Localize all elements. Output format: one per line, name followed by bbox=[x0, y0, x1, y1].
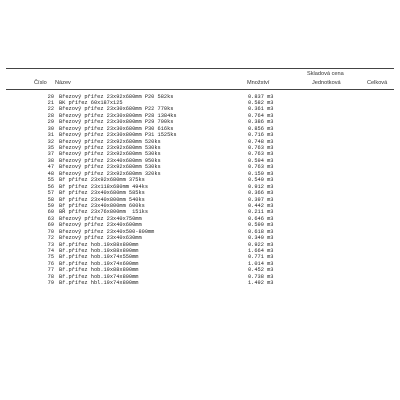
inventory-table-body bbox=[0, 94, 400, 287]
row-quantity: 0.837 m3 bbox=[248, 93, 274, 100]
row-name: Bř přířez 23x40x800mm 600ks bbox=[59, 202, 145, 209]
row-number: 22 bbox=[47, 106, 54, 113]
row-number: 37 bbox=[47, 151, 54, 158]
row-quantity: 0.738 m3 bbox=[248, 273, 274, 280]
row-name: Bř.přířez hob.19x88x800mm bbox=[59, 241, 139, 248]
row-quantity: 0.366 m3 bbox=[248, 190, 274, 197]
row-name: Březový přířez 23x40x750mm bbox=[59, 215, 142, 222]
row-name: Bř přířez 23x40x800mm 540ks bbox=[59, 196, 145, 203]
row-quantity: 0.150 m3 bbox=[248, 170, 274, 177]
row-number: 60 bbox=[47, 209, 54, 216]
row-quantity: 0.771 m3 bbox=[248, 254, 274, 261]
header-bottom-rule bbox=[6, 89, 394, 90]
row-number: 77 bbox=[47, 267, 54, 274]
row-number: 30 bbox=[47, 125, 54, 132]
row-name: Bř.přířez hob.19x88x800mm bbox=[59, 267, 139, 274]
row-quantity: 0.442 m3 bbox=[248, 202, 274, 209]
row-name: Bř přířez 23x92x680mm 375ks bbox=[59, 177, 145, 184]
row-quantity: 0.340 m3 bbox=[248, 235, 274, 242]
row-quantity: 0.590 m3 bbox=[248, 222, 274, 229]
row-number: 56 bbox=[47, 183, 54, 190]
row-quantity: 0.594 m3 bbox=[248, 157, 274, 164]
row-quantity: 0.361 m3 bbox=[248, 106, 274, 113]
row-number: 79 bbox=[47, 280, 54, 287]
row-number: 31 bbox=[47, 132, 54, 139]
row-name: Březový přířez 23x40x680mm 950ks bbox=[59, 157, 161, 164]
row-name: Březový přířez 23x30x800mm P31 1525ks bbox=[59, 132, 177, 139]
row-number: 63 bbox=[47, 215, 54, 222]
row-quantity: 0.748 m3 bbox=[248, 138, 274, 145]
column-header-cislo: Číslo bbox=[34, 79, 47, 86]
row-quantity: 1.492 m3 bbox=[248, 280, 274, 287]
row-quantity: 0.386 m3 bbox=[248, 119, 274, 126]
row-name: BK přířez 60x187x125 bbox=[59, 99, 123, 106]
header-top-rule bbox=[6, 68, 394, 69]
row-quantity: 0.764 m3 bbox=[248, 112, 274, 119]
row-name: Bř.přířez hob.19x74x600mm bbox=[59, 260, 139, 267]
row-number: 28 bbox=[47, 112, 54, 119]
column-header-jednotkova: Jednotková bbox=[312, 79, 341, 86]
row-number: 48 bbox=[47, 170, 54, 177]
row-quantity: 0.912 m3 bbox=[248, 183, 274, 190]
row-quantity: 0.540 m3 bbox=[248, 177, 274, 184]
row-name: Březový přířez 23x30x680mm P30 616ks bbox=[59, 125, 174, 132]
row-number: 57 bbox=[47, 190, 54, 197]
row-name: Bř přířez 23x118x680mm 494ks bbox=[59, 183, 149, 190]
row-quantity: 0.856 m3 bbox=[248, 125, 274, 132]
row-quantity: 0.646 m3 bbox=[248, 215, 274, 222]
column-header-celkova: Celková bbox=[367, 79, 388, 86]
row-quantity: 0.452 m3 bbox=[248, 267, 274, 274]
row-name: Bř.přířez hbl.19x74x800mm bbox=[59, 280, 139, 287]
row-name: Bř přířez 23x40x680mm 585ks bbox=[59, 190, 145, 197]
row-number: 47 bbox=[47, 164, 54, 171]
row-quantity: 0.211 m3 bbox=[248, 209, 274, 216]
row-number: 38 bbox=[47, 157, 54, 164]
row-name: Březový přířez 23x40x630mm bbox=[59, 235, 142, 242]
row-number: 21 bbox=[47, 99, 54, 106]
row-number: 78 bbox=[47, 273, 54, 280]
row-number: 20 bbox=[47, 93, 54, 100]
row-number: 70 bbox=[47, 228, 54, 235]
column-header-mnozstvi: Množství bbox=[247, 79, 270, 86]
row-name: Březový přířez 23x40x600mm bbox=[59, 222, 142, 229]
row-number: 35 bbox=[47, 145, 54, 151]
row-number: 55 bbox=[47, 177, 54, 184]
row-number: 74 bbox=[47, 248, 54, 254]
column-group-label-skladova-cena: Skladová cena bbox=[307, 71, 344, 77]
row-quantity: 0.397 m3 bbox=[248, 196, 274, 203]
row-quantity: 0.582 m3 bbox=[248, 99, 274, 106]
row-name: Březový přířez 23x92x680mm 320ks bbox=[59, 170, 161, 177]
row-name: Březový přířez 23x92x680mm 530ks bbox=[59, 164, 161, 171]
row-number: 58 bbox=[47, 196, 54, 203]
row-number: 32 bbox=[47, 138, 54, 145]
row-quantity: 1.014 m3 bbox=[248, 260, 274, 267]
row-quantity: 0.763 m3 bbox=[248, 164, 274, 171]
row-number: 69 bbox=[47, 222, 54, 229]
row-quantity: 0.618 m3 bbox=[248, 228, 274, 235]
row-name: Březový přířez 23x92x680mm 530ks bbox=[59, 151, 161, 158]
table-row bbox=[0, 280, 400, 286]
row-quantity: 1.664 m3 bbox=[248, 248, 274, 254]
row-quantity: 0.763 m3 bbox=[248, 145, 274, 151]
row-name: Březový přířez 23x92x680mm 530ks bbox=[59, 145, 161, 151]
row-number: 29 bbox=[47, 119, 54, 126]
row-name: Bř.přířez hob.19x88x800mm bbox=[59, 248, 139, 254]
row-name: Březový přířez 23x30x680mm P22 770ks bbox=[59, 106, 174, 113]
row-name: Bř.přířez hob.19x74x550mm bbox=[59, 254, 139, 261]
row-number: 76 bbox=[47, 260, 54, 267]
column-header-nazev: Název bbox=[55, 79, 71, 86]
row-name: Bř.přířez hob.19x74x800mm bbox=[59, 273, 139, 280]
row-quantity: 0.716 m3 bbox=[248, 132, 274, 139]
row-number: 73 bbox=[47, 241, 54, 248]
row-number: 72 bbox=[47, 235, 54, 242]
row-name: Březový přířez 23x40x500-800mm bbox=[59, 228, 155, 235]
row-number: 75 bbox=[47, 254, 54, 261]
row-name: Březový přířez 23x30x800mm P28 1384ks bbox=[59, 112, 177, 119]
row-number: 59 bbox=[47, 202, 54, 209]
row-name: BŘ přířez 23x76x800mm 151ks bbox=[59, 209, 149, 216]
row-name: Březový přířez 23x92x680mm P20 582ks bbox=[59, 93, 174, 100]
row-quantity: 0.922 m3 bbox=[248, 241, 274, 248]
row-name: Březový přířez 23x30x800mm P29 700ks bbox=[59, 119, 174, 126]
row-quantity: 0.763 m3 bbox=[248, 151, 274, 158]
row-name: Březový přířez 23x92x680mm 520ks bbox=[59, 138, 161, 145]
